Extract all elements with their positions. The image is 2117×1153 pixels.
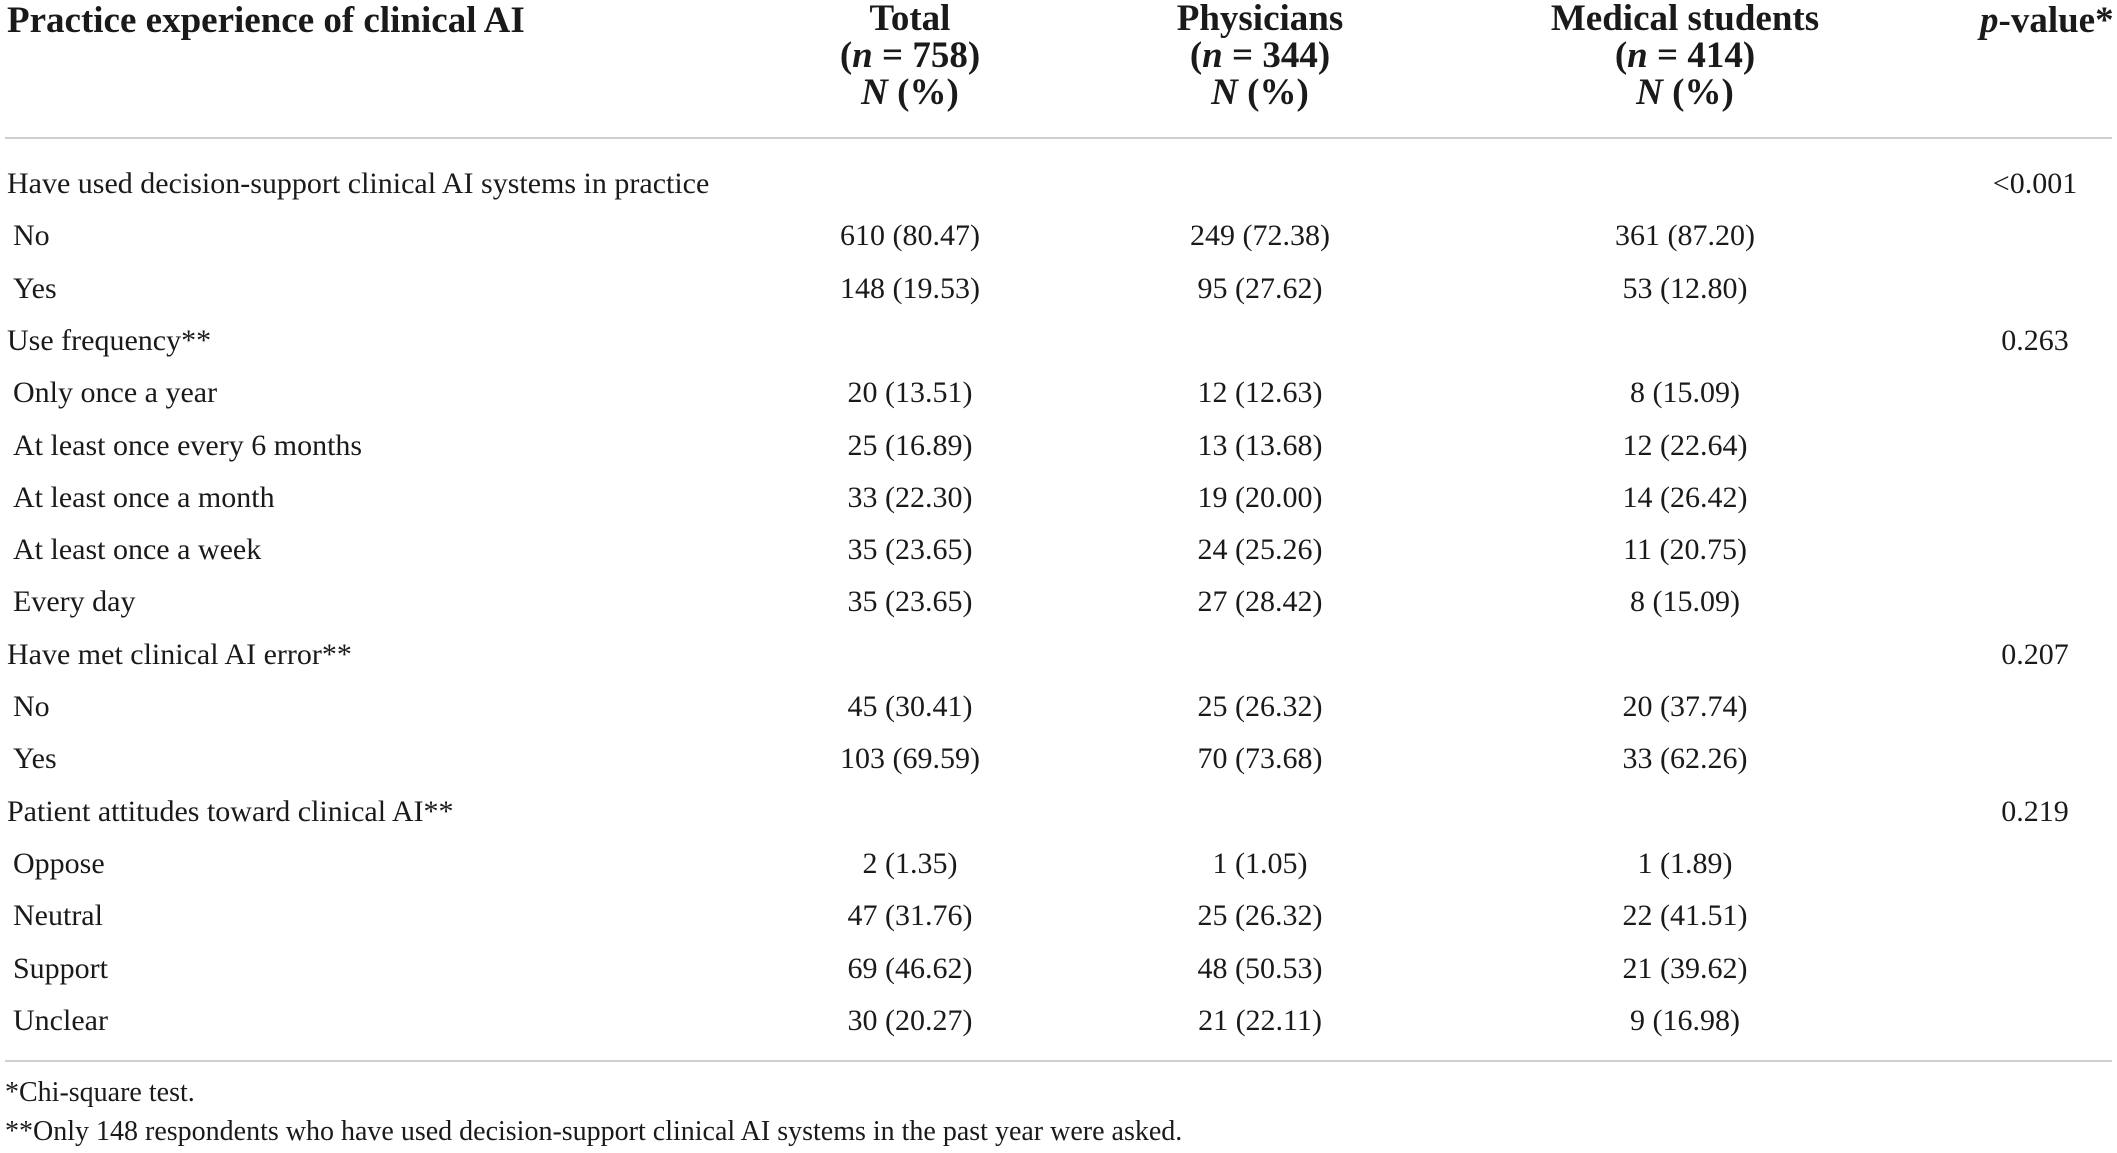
row-label: Yes bbox=[13, 742, 57, 776]
table-row bbox=[0, 681, 2117, 733]
row-label: No bbox=[13, 690, 50, 723]
table-row bbox=[0, 943, 2117, 995]
cell-total: 610 (80.47) bbox=[840, 219, 980, 253]
column-header-students bbox=[1535, 0, 1835, 111]
cell-total: 45 (30.41) bbox=[847, 690, 973, 723]
cell-students: 14 (26.42) bbox=[1622, 480, 1748, 514]
row-label: At least once a week bbox=[13, 533, 262, 567]
header-students-n: (n = 414) bbox=[1614, 35, 1756, 76]
cell-total: 30 (20.27) bbox=[847, 1003, 973, 1037]
table-row bbox=[0, 838, 2117, 890]
cell-students: 8 (15.09) bbox=[1630, 376, 1740, 410]
cell-total: 25 (16.89) bbox=[847, 428, 973, 462]
cell-physicians: 27 (28.42) bbox=[1197, 585, 1323, 619]
cell-physicians: 21 (22.11) bbox=[1198, 1003, 1322, 1037]
cell-total: 103 (69.59) bbox=[840, 742, 980, 776]
footnote-subsample: **Only 148 respondents who have used decision-support clinical AI systems in the past year were asked. bbox=[5, 1116, 1183, 1147]
table-row bbox=[0, 420, 2117, 472]
table-row bbox=[0, 995, 2117, 1047]
row-label: Only once a year bbox=[13, 376, 218, 410]
cell-students: 22 (41.51) bbox=[1622, 899, 1748, 933]
table-row bbox=[0, 367, 2117, 419]
cell-total: 35 (23.65) bbox=[847, 585, 973, 619]
cell-pvalue: 0.219 bbox=[2001, 794, 2069, 828]
header-students-title: Medical students bbox=[1550, 0, 1820, 39]
cell-total: 69 (46.62) bbox=[847, 951, 973, 985]
cell-total: 20 (13.51) bbox=[847, 376, 973, 410]
cell-students: 12 (22.64) bbox=[1622, 428, 1748, 462]
cell-students: 53 (12.80) bbox=[1622, 271, 1748, 305]
cell-pvalue: 0.263 bbox=[2001, 323, 2069, 357]
table-row bbox=[0, 210, 2117, 262]
row-label: Patient attitudes toward clinical AI** bbox=[7, 794, 454, 828]
table-row bbox=[0, 733, 2117, 785]
cell-physicians: 19 (20.00) bbox=[1197, 480, 1323, 514]
row-label: Support bbox=[13, 951, 109, 985]
row-label: Use frequency** bbox=[7, 323, 212, 357]
footer-rule bbox=[5, 1060, 2112, 1062]
cell-pvalue: <0.001 bbox=[1992, 167, 2078, 200]
cell-physicians: 25 (26.32) bbox=[1197, 690, 1323, 723]
column-header-physicians bbox=[1110, 0, 1410, 111]
table-section-row bbox=[0, 786, 2117, 838]
column-header-total bbox=[760, 0, 1060, 111]
cell-pvalue: 0.207 bbox=[2001, 637, 2069, 671]
row-label: Every day bbox=[13, 585, 136, 619]
row-label: Have used decision-support clinical AI systems in practice bbox=[7, 167, 710, 200]
table-row bbox=[0, 524, 2117, 576]
header-total-title: Total bbox=[869, 0, 951, 39]
header-rule bbox=[5, 137, 2112, 139]
row-label: At least once every 6 months bbox=[13, 428, 363, 462]
row-label: Oppose bbox=[13, 846, 105, 880]
cell-physicians: 249 (72.38) bbox=[1190, 219, 1330, 253]
cell-students: 20 (37.74) bbox=[1622, 690, 1748, 723]
footnote-chi-square: *Chi-square test. bbox=[5, 1077, 195, 1108]
header-physicians-title: Physicians bbox=[1176, 0, 1344, 39]
cell-physicians: 48 (50.53) bbox=[1197, 951, 1323, 985]
cell-students: 1 (1.89) bbox=[1637, 846, 1733, 880]
cell-total: 35 (23.65) bbox=[847, 533, 973, 567]
cell-total: 47 (31.76) bbox=[847, 899, 973, 933]
header-total-stat: N (%) bbox=[861, 72, 959, 113]
cell-total: 148 (19.53) bbox=[840, 271, 980, 305]
column-header-label: Practice experience of clinical AI bbox=[7, 0, 525, 41]
cell-physicians: 24 (25.26) bbox=[1197, 533, 1323, 567]
header-physicians-n: (n = 344) bbox=[1189, 35, 1331, 76]
cell-physicians: 13 (13.68) bbox=[1197, 428, 1323, 462]
cell-physicians: 25 (26.32) bbox=[1197, 899, 1323, 933]
cell-students: 21 (39.62) bbox=[1622, 951, 1748, 985]
column-header-pvalue: p-value* bbox=[1980, 0, 2114, 41]
row-label: Yes bbox=[13, 271, 57, 305]
table-section-row bbox=[0, 158, 2117, 210]
table-row bbox=[0, 263, 2117, 315]
row-label: At least once a month bbox=[13, 480, 275, 514]
table-row bbox=[0, 890, 2117, 942]
header-students-stat: N (%) bbox=[1636, 72, 1734, 113]
cell-physicians: 95 (27.62) bbox=[1197, 271, 1323, 305]
cell-total: 33 (22.30) bbox=[847, 480, 973, 514]
row-label: Unclear bbox=[13, 1003, 108, 1037]
table-section-row bbox=[0, 315, 2117, 367]
cell-students: 9 (16.98) bbox=[1630, 1003, 1740, 1037]
cell-physicians: 1 (1.05) bbox=[1212, 846, 1308, 880]
header-total-n: (n = 758) bbox=[839, 35, 981, 76]
cell-total: 2 (1.35) bbox=[862, 846, 958, 880]
row-label: Neutral bbox=[13, 899, 103, 933]
cell-students: 33 (62.26) bbox=[1622, 742, 1748, 776]
header-physicians-stat: N (%) bbox=[1211, 72, 1309, 113]
table-row bbox=[0, 576, 2117, 628]
cell-students: 11 (20.75) bbox=[1623, 533, 1747, 567]
cell-physicians: 12 (12.63) bbox=[1197, 376, 1323, 410]
table-row bbox=[0, 472, 2117, 524]
cell-physicians: 70 (73.68) bbox=[1197, 742, 1323, 776]
cell-students: 8 (15.09) bbox=[1630, 585, 1740, 619]
row-label: Have met clinical AI error** bbox=[7, 637, 352, 671]
cell-students: 361 (87.20) bbox=[1615, 219, 1755, 253]
table-section-row bbox=[0, 629, 2117, 681]
row-label: No bbox=[13, 219, 50, 253]
